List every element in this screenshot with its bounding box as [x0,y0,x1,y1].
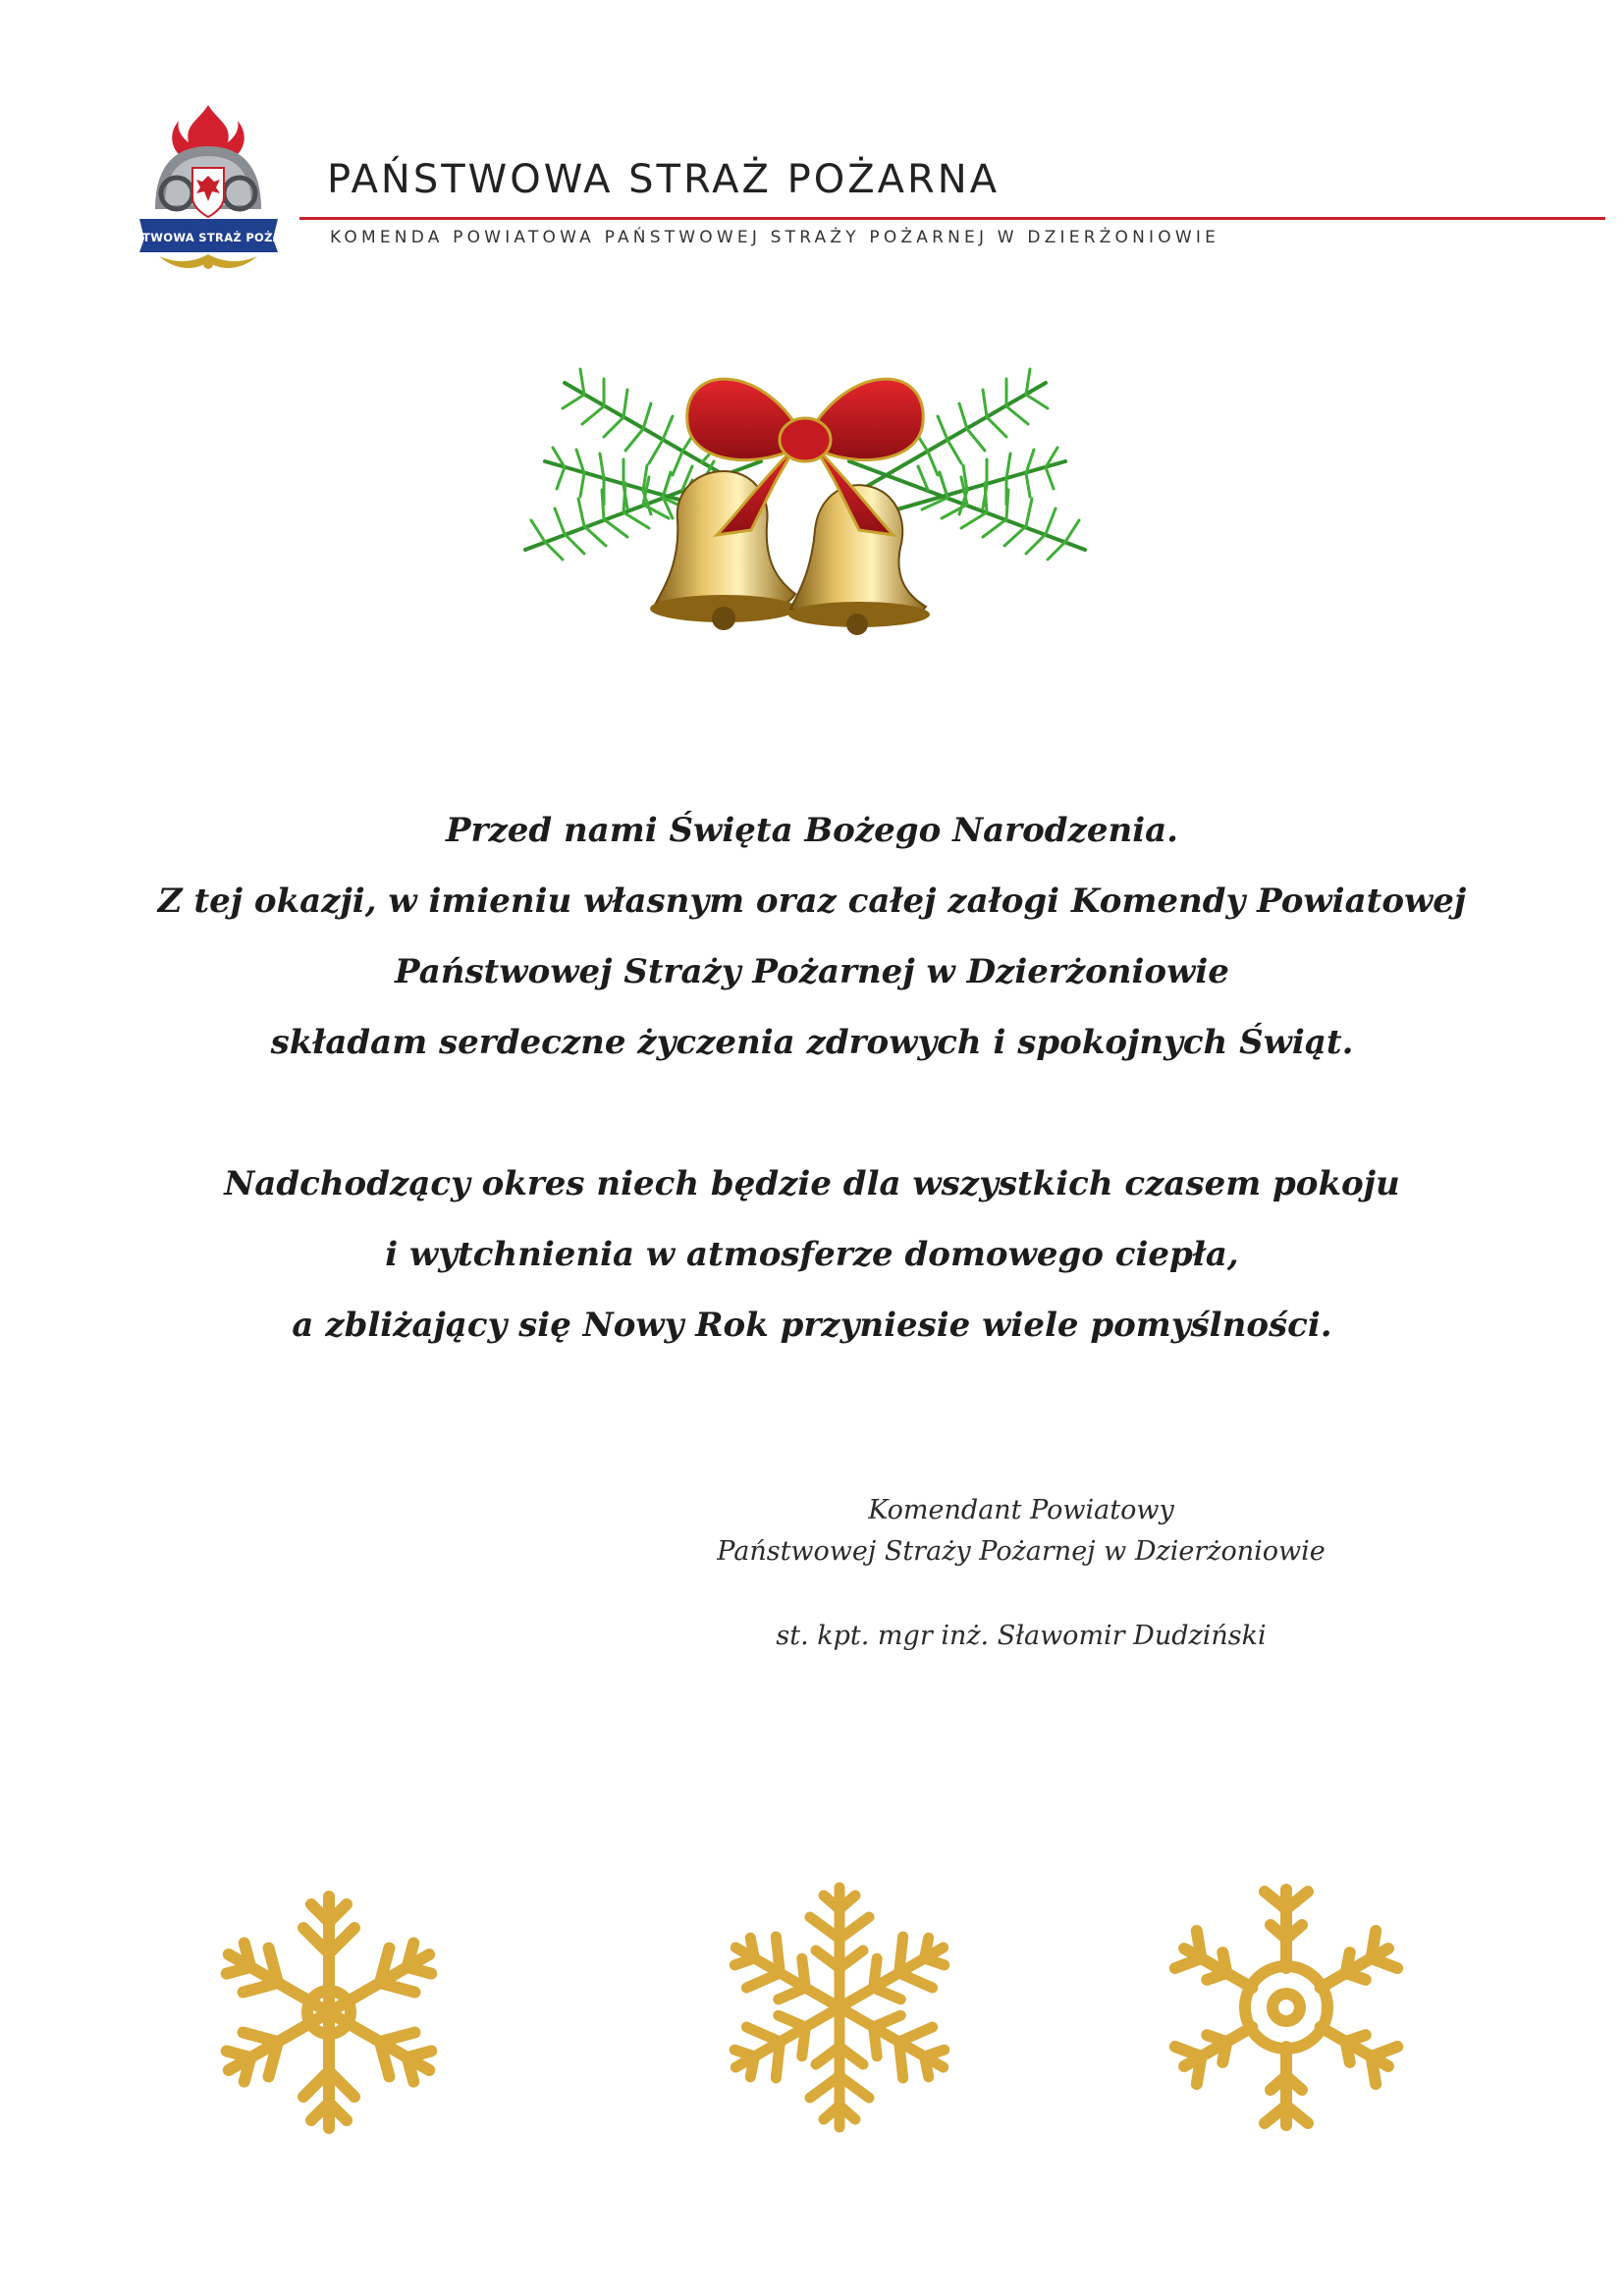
greeting-line: Z tej okazji, w imieniu własnym oraz całej załogi Komendy Powiatowej [157,881,1467,921]
greeting-line: Państwowej Straży Pożarnej w Dzierżoniowie [395,952,1229,991]
svg-text:PAŃSTWOWA STRAŻ POŻARNA: PAŃSTWOWA STRAŻ POŻARNA [107,231,310,244]
christmas-bells-icon [506,324,1105,712]
greeting-line: a zbliżający się Nowy Rok przyniesie wiele pomyślności. [292,1306,1332,1345]
psp-emblem-icon [107,103,310,275]
gold-snowflake-icon [1149,1870,1424,2145]
signature-title: Komendant Powiatowy [868,1495,1174,1525]
greeting-line: składam serdeczne życzenia zdrowych i spokojnych Świąt. [270,1023,1354,1062]
greeting-text [0,795,1624,1361]
gold-snowflake-icon [702,1870,977,2145]
signature-organization: Państwowej Straży Pożarnej w Dzierżoniowie [717,1536,1326,1567]
greeting-line: i wytchnienia w atmosferze domowego ciepła, [385,1235,1239,1274]
signature-block [628,1490,1414,1657]
greeting-line: Nadchodzący okres niech będzie dla wszystkich czasem pokoju [224,1164,1400,1203]
gold-snowflake-icon [191,1875,466,2150]
header-divider [299,217,1605,220]
signature-name: st. kpt. mgr inż. Sławomir Dudziński [776,1621,1267,1651]
organization-subtitle: KOMENDA POWIATOWA PAŃSTWOWEJ STRAŻY POŻARNEJ W DZIERŻONIOWIE [330,228,1220,247]
organization-name: PAŃSTWOWA STRAŻ POŻARNA [327,157,1001,202]
greeting-line: Przed nami Święta Bożego Narodzenia. [445,811,1178,850]
paragraph-gap [0,1078,1624,1148]
